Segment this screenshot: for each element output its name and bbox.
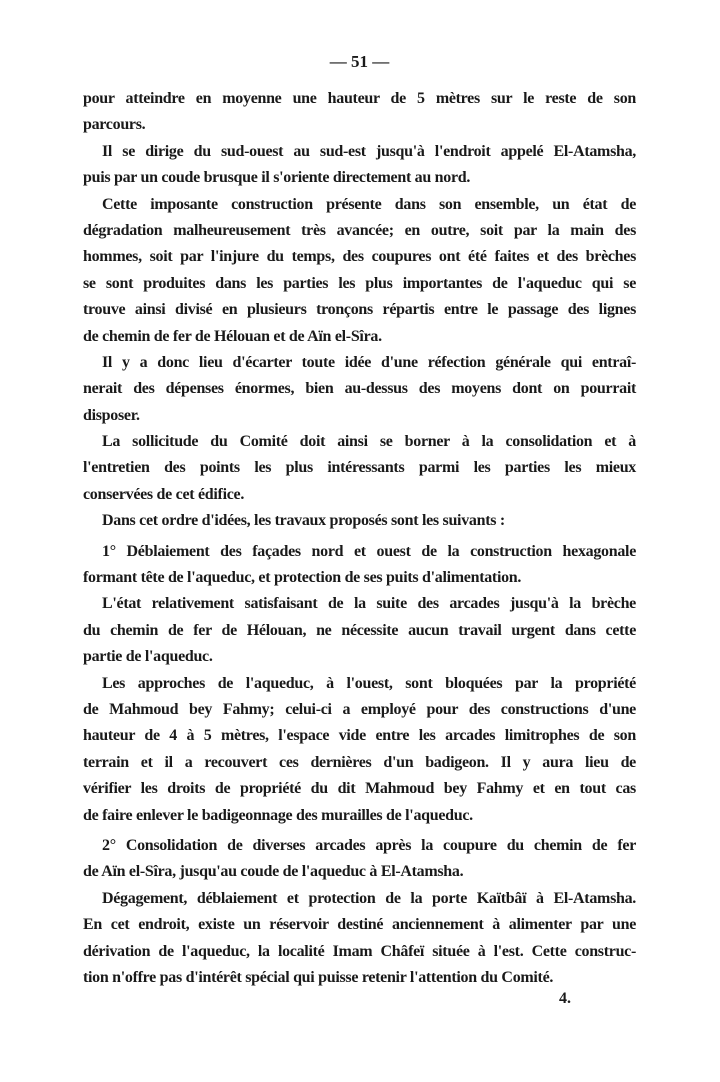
text-line: disposer.: [83, 406, 140, 424]
paragraph: [83, 350, 636, 429]
text-line: vérifier les droits de propriété du dit Mahmoud bey Fahmy et en tout cas: [83, 780, 636, 798]
paragraph: [83, 192, 636, 350]
text-line: de Aïn el-Sîra, jusqu'au coude de l'aqueduc à El-Atamsha.: [83, 863, 464, 881]
text-line: Dégagement, déblaiement et protection de la porte Kaïtbâï à El-Atamsha.: [102, 889, 636, 907]
text-line: tion n'offre pas d'intérêt spécial qui puisse retenir l'attention du Comité.: [83, 968, 554, 986]
paragraph: [83, 671, 636, 829]
text-line: hommes, soit par l'injure du temps, des coupures ont été faites et des brèches: [83, 248, 636, 266]
page-number: — 51 —: [329, 52, 390, 71]
paragraph: [83, 139, 636, 192]
paragraph: [83, 508, 636, 534]
text-line: de faire enlever le badigeonnage des murailles de l'aqueduc.: [83, 806, 473, 824]
text-line: 1° Déblaiement des façades nord et ouest de la construction hexagonale: [102, 542, 636, 560]
text-line: pour atteindre en moyenne une hauteur de 5 mètres sur le reste de son: [83, 90, 636, 107]
body-text: [83, 86, 636, 991]
text-line: formant tête de l'aqueduc, et protection de ses puits d'alimentation.: [83, 569, 522, 587]
paragraph: [83, 591, 636, 670]
text-line: hauteur de 4 à 5 mètres, l'espace vide entre les arcades limitrophes de son: [83, 727, 636, 745]
text-line: Il se dirige du sud-ouest au sud-est jusqu'à l'endroit appelé El-Atamsha,: [102, 142, 636, 160]
text-line: parcours.: [83, 116, 146, 134]
text-line: puis par un coude brusque il s'oriente directement au nord.: [83, 169, 471, 187]
text-line: de Mahmoud bey Fahmy; celui-ci a employé pour des constructions d'une: [83, 700, 636, 718]
text-line: conservées de cet édifice.: [83, 485, 245, 503]
text-line: nerait des dépenses énormes, bien au-dessus des moyens dont on pourrait: [83, 380, 636, 398]
text-line: Cette imposante construction présente dans son ensemble, un état de: [102, 195, 636, 213]
text-line: trouve ainsi divisé en plusieurs tronçons répartis entre le passage des lignes: [83, 301, 636, 319]
text-line: En cet endroit, existe un réservoir destiné anciennement à alimenter par une: [83, 916, 636, 934]
text-line: dégradation malheureusement très avancée; en outre, soit par la main des: [83, 221, 636, 239]
text-line: du chemin de fer de Hélouan, ne nécessite aucun travail urgent dans cette: [83, 621, 636, 639]
paragraph: [83, 429, 636, 508]
text-line: L'état relativement satisfaisant de la suite des arcades jusqu'à la brèche: [102, 595, 636, 613]
paragraph: [83, 539, 636, 592]
text-line: Dans cet ordre d'idées, les travaux proposés sont les suivants :: [102, 512, 505, 530]
signature-mark: 4.: [559, 990, 571, 1007]
paragraph: [83, 86, 636, 139]
text-line: dérivation de l'aqueduc, la localité Imam Châfeï située à l'est. Cette construc-: [83, 942, 636, 960]
text-line: de chemin de fer de Hélouan et de Aïn el-Sîra.: [83, 327, 382, 345]
text-line: La sollicitude du Comité doit ainsi se borner à la consolidation et à: [102, 433, 636, 451]
text-line: terrain et il a recouvert ces dernières d'un badigeon. Il y aura lieu de: [83, 753, 636, 771]
text-line: 2° Consolidation de diverses arcades après la coupure du chemin de fer: [102, 836, 636, 854]
text-line: se sont produites dans les parties les plus importantes de l'aqueduc qui se: [83, 274, 636, 292]
text-line: l'entretien des points les plus intéressants parmi les parties les mieux: [83, 459, 636, 477]
paragraph: [83, 886, 636, 992]
text-line: Les approches de l'aqueduc, à l'ouest, sont bloquées par la propriété: [102, 674, 636, 692]
text-line: Il y a donc lieu d'écarter toute idée d'une réfection générale qui entraî-: [102, 353, 636, 371]
text-line: partie de l'aqueduc.: [83, 648, 213, 666]
paragraph: [83, 833, 636, 886]
